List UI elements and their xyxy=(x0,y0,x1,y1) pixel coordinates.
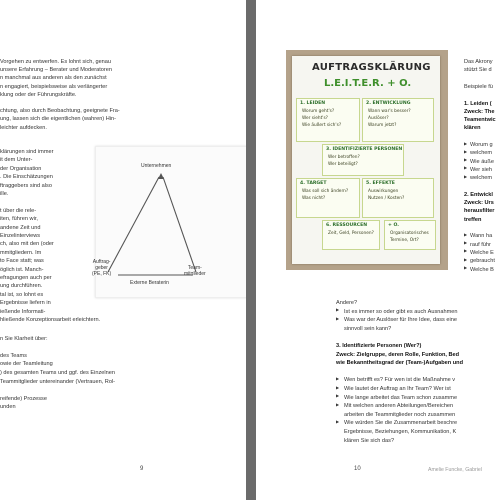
right-side-line: treffen xyxy=(464,216,482,223)
poster-sheet xyxy=(322,220,380,250)
poster-sheet xyxy=(384,220,436,250)
right-side-line: 2. Entwickl xyxy=(464,191,493,198)
label-unternehmen: Unternehmen xyxy=(141,163,172,169)
right-side-line: Wann ha xyxy=(470,233,493,240)
poster-sheet-note: Nutzen / Kosten? xyxy=(368,196,405,201)
left-text-line: ung durchführen. xyxy=(0,283,43,290)
poster-sheet-note: Was soll sich ändern? xyxy=(302,189,349,194)
left-text-line: ießende Informati- xyxy=(0,308,46,315)
flipchart-poster xyxy=(292,56,440,264)
left-text-line: ille. xyxy=(0,191,9,197)
poster-sheet-note: Auswirkungen xyxy=(368,189,399,194)
right-body-line: arbeiten die Teammitglieder noch zusammen xyxy=(344,411,456,418)
right-side-line: Wie äuße xyxy=(470,158,494,165)
left-text-line: des Teams xyxy=(0,352,27,359)
poster-sheet-label: 2. ENTWICKLUNG xyxy=(366,101,411,106)
left-text-line: n engagiert, beispielsweise als verlängerter xyxy=(0,83,108,90)
bullet-arrow-icon: ▶ xyxy=(464,173,468,179)
poster-sheet-note: Wer beteiligt? xyxy=(328,162,358,167)
poster-sheet-note: Wer sieht's? xyxy=(302,116,328,121)
bullet-arrow-icon: ▶ xyxy=(336,384,340,390)
right-side-line: Zweck: Urs xyxy=(464,200,494,207)
bullet-arrow-icon: ▶ xyxy=(464,248,468,254)
poster-acronym: L.E.I.T.E.R. + O. xyxy=(324,78,412,89)
flipchart-photo xyxy=(286,50,448,270)
poster-sheet-note: Worum geht's? xyxy=(302,109,335,114)
bullet-arrow-icon: ▶ xyxy=(336,315,340,321)
left-text-line: ) des gesamten Teams und ggf. des Einzelnen xyxy=(0,370,115,376)
left-text-line: iten, führen wir, xyxy=(0,216,38,223)
right-body-line: Wie würden Sie die Zusammenarbeit beschre xyxy=(344,420,458,427)
poster-sheet-label: 5. EFFEKTE xyxy=(366,181,395,186)
right-body-line: 3. Identifizierte Personen (Wer?) xyxy=(336,343,422,349)
right-body-line: Wen betrifft es? Für wen ist die Maßnahme v xyxy=(344,377,456,384)
poster-sheet xyxy=(296,178,360,218)
poster-sheet-label: 6. RESSOURCEN xyxy=(326,223,368,228)
poster-sheet-note: Organisatorisches xyxy=(390,231,429,236)
right-side-line: Das Akrony xyxy=(464,59,493,65)
poster-sheet xyxy=(296,98,360,142)
page-number-right: 10 xyxy=(354,466,361,472)
poster-sheet-note: Wann war's besser? xyxy=(368,109,411,114)
left-text-line: unden xyxy=(0,404,16,411)
right-body-line: Wie lautet der Auftrag an Ihr Team? Wer ist xyxy=(344,386,451,392)
left-text-line: unsere Erfahrung – Berater und Moderatoren xyxy=(0,67,112,74)
poster-sheet xyxy=(362,178,434,218)
left-text-line: n manchmal aus anderen als den zunächst xyxy=(0,75,107,82)
left-text-line: owie der Teamleitung xyxy=(0,361,53,368)
left-text-line: t über die rele- xyxy=(0,207,37,214)
right-side-line: gebraucht xyxy=(470,258,495,265)
poster-sheet-label: 3. IDENTIFIZIERTE PERSONEN xyxy=(326,147,403,152)
right-side-line: klären xyxy=(464,125,481,132)
label-teammitglieder: Team- mitglieder xyxy=(184,265,206,277)
bullet-arrow-icon: ▶ xyxy=(464,157,468,163)
bullet-arrow-icon: ▶ xyxy=(464,256,468,262)
triangle-diagram xyxy=(96,147,246,297)
right-side-line: Welche E xyxy=(470,249,494,256)
right-body-line: Mit welchen anderen Abteilungen/Bereichen xyxy=(344,403,454,410)
poster-title: AUFTRAGSKLÄRUNG xyxy=(312,62,431,73)
bullet-arrow-icon: ▶ xyxy=(336,401,340,407)
bullet-arrow-icon: ▶ xyxy=(464,240,468,246)
right-body-line: Ist es immer so oder gibt es auch Ausnahmen xyxy=(344,308,458,315)
left-text-line: it dem Unter- xyxy=(0,157,33,164)
poster-sheet-label: + O. xyxy=(388,223,399,228)
right-side-line: Teamentwic xyxy=(464,117,496,124)
page-number-left: 9 xyxy=(140,466,144,472)
poster-sheet-note: Warum jetzt? xyxy=(368,123,397,128)
left-text-line: Vorgehen zu entwerfen. Es lohnt sich, genau xyxy=(0,59,112,65)
left-text-line: öglich ist. Manch- xyxy=(0,266,44,273)
bullet-arrow-icon: ▶ xyxy=(336,393,340,399)
label-auftraggeber: Auftrag- geber (PE, FK) xyxy=(92,259,112,277)
bullet-arrow-icon: ▶ xyxy=(336,419,340,425)
right-side-line: rauf führ xyxy=(470,241,491,248)
left-text-line: Einzelinterviews xyxy=(0,233,41,239)
right-side-line: welchem xyxy=(470,175,493,182)
left-text-line: Ergebnisse liefern in xyxy=(0,300,51,307)
poster-sheet-note: Was nicht? xyxy=(302,196,326,201)
right-body-line: klären Sie sich das? xyxy=(344,437,395,444)
edge-left xyxy=(108,177,159,272)
poster-sheet-label: 1. LEIDEN xyxy=(300,101,326,106)
poster-sheet-note: Auslöser? xyxy=(368,116,389,121)
apex-marker xyxy=(158,173,164,179)
bullet-arrow-icon: ▶ xyxy=(464,165,468,171)
left-text-line: mmitgliedern. Im xyxy=(0,249,42,256)
bullet-arrow-icon: ▶ xyxy=(464,231,468,237)
poster-sheet-note: Wer betroffen? xyxy=(328,155,360,160)
right-side-line: Welche B xyxy=(470,266,494,273)
poster-sheet-note: Wie äußert sich's? xyxy=(302,123,342,128)
bullet-arrow-icon: ▶ xyxy=(464,265,468,270)
bullet-arrow-icon: ▶ xyxy=(464,148,468,154)
poster-sheet xyxy=(322,144,404,176)
right-side-line: 1. Leiden ( xyxy=(464,100,492,107)
left-text-line: hließende Konzeptionsarbeit erleichtern. xyxy=(0,317,101,323)
right-body-line: sinnvoll sein kann? xyxy=(344,325,392,332)
right-body-line: Andere? xyxy=(336,300,358,306)
left-text-line: tal ist, so lohnt es xyxy=(0,291,44,298)
bullet-arrow-icon: ▶ xyxy=(464,140,468,146)
left-text-line: to Face statt; was xyxy=(0,258,44,265)
left-text-line: reifende) Prozesse xyxy=(0,395,47,402)
left-text-line: n Sie Klarheit über: xyxy=(0,335,48,342)
footer-authors: Amelie Funcke, Gabriel xyxy=(428,467,482,473)
left-text-line: ch, also mit den (oder xyxy=(0,241,54,248)
triangle-figure xyxy=(92,146,246,298)
right-body-line: Wie lange arbeitet das Team schon zusamme xyxy=(344,394,458,401)
label-externe-beraterin: Externe Beraterin xyxy=(130,280,169,286)
left-text-line: leichter aufdecken. xyxy=(0,124,47,131)
left-text-line: der Organisation xyxy=(0,165,42,172)
bullet-arrow-icon: ▶ xyxy=(336,376,340,382)
left-text-line: klärungen sind immer xyxy=(0,149,54,155)
right-side-line: welchem xyxy=(470,150,493,157)
right-page xyxy=(256,0,500,500)
right-body-line: Was war der Auslöser für Ihre Idee, dass eine xyxy=(344,317,457,324)
left-text-line: chtung, also durch Beobachtung, geeignete Fra- xyxy=(0,108,120,115)
right-side-line: Wer sieh xyxy=(470,166,492,173)
left-text-line: andene Zeit und xyxy=(0,224,41,231)
right-side-line: Zweck: The xyxy=(464,108,495,115)
left-text-line: Teammitglieder untereinander (Vertrauen, Rol- xyxy=(0,378,116,385)
right-side-line: Worum g xyxy=(470,142,493,148)
left-text-line: efragungen auch per xyxy=(0,275,52,281)
poster-sheet xyxy=(362,98,434,142)
left-text-line: . Die Einschätzungen xyxy=(0,174,53,181)
right-side-line: stützt Sie d xyxy=(464,67,492,74)
right-body-line: wie Bekanntheitsgrad der (Team-)Aufgaben und xyxy=(336,360,464,367)
right-side-line: herausfilter xyxy=(464,208,495,215)
right-body-line: Ergebnisse, Beziehungen, Kommunikation, K xyxy=(344,429,457,435)
edge-right xyxy=(163,177,196,272)
poster-sheet-note: Termine, Ort? xyxy=(390,238,419,243)
poster-sheet-label: 4. TARGET xyxy=(300,181,327,186)
left-text-line: ung, lassen sich die eigentlichen (wahren) Hin- xyxy=(0,116,116,123)
right-body-line: Zweck: Zielgruppe, deren Rolle, Funktion, Bed xyxy=(336,351,460,358)
left-text-line: ftraggebers sind also xyxy=(0,182,52,189)
bullet-arrow-icon: ▶ xyxy=(336,307,340,313)
poster-sheet-note: Zeit, Geld, Personen? xyxy=(328,231,374,236)
right-side-line: Beispiele fü xyxy=(464,83,493,90)
left-text-line: klung oder der Führungskräfte. xyxy=(0,91,77,98)
left-page xyxy=(0,0,246,500)
